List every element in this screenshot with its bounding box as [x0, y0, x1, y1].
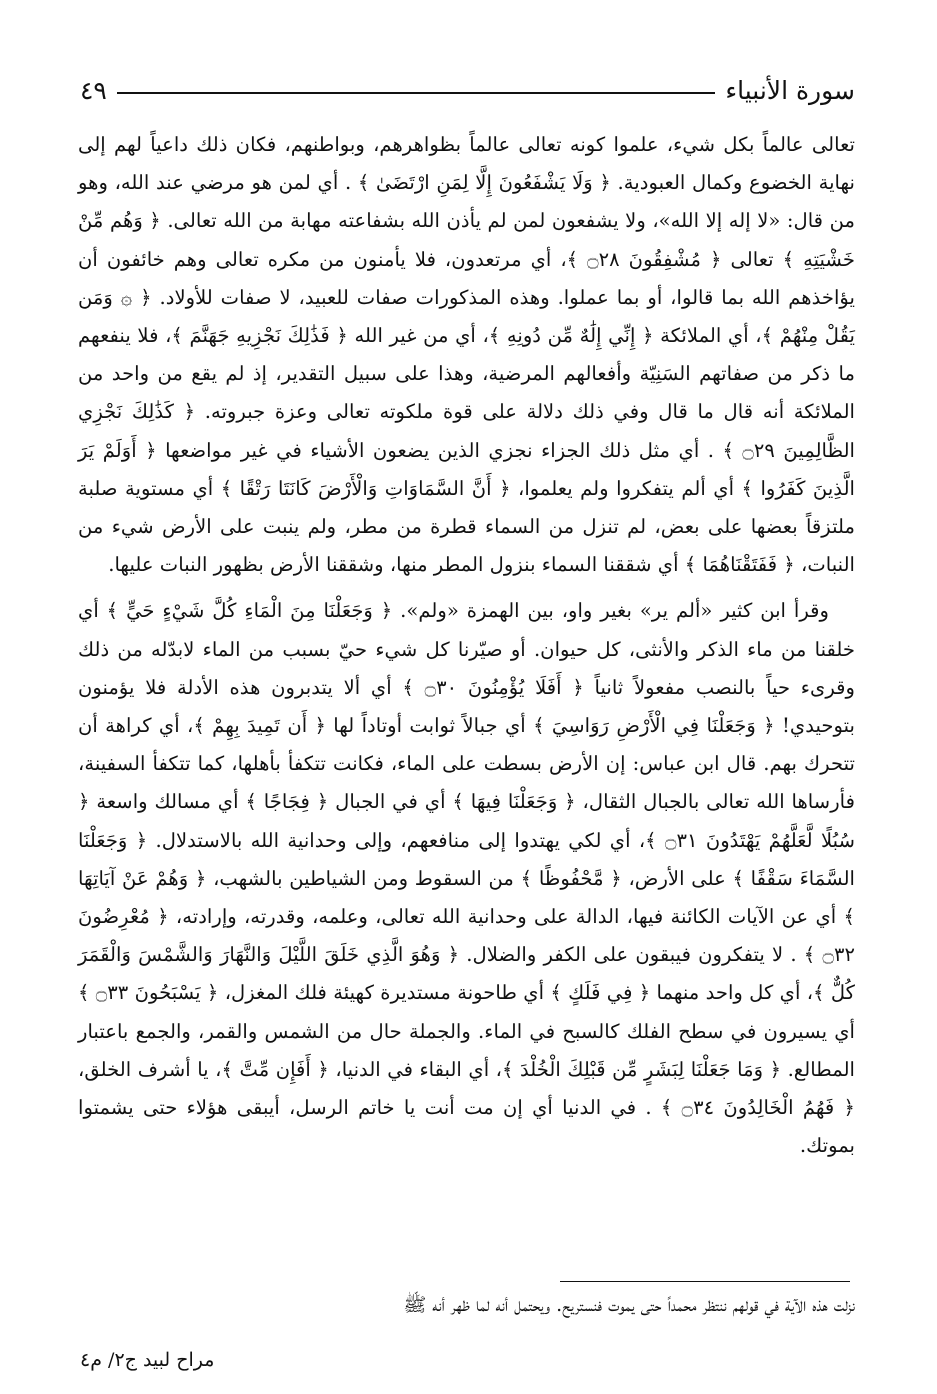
tafsir-body — [78, 126, 855, 1165]
signature-mark: مراح لبيد ج٢/ م٤ — [80, 1349, 215, 1371]
header-rule — [117, 92, 716, 94]
running-header — [80, 70, 855, 110]
footnote-separator — [560, 1281, 850, 1282]
paragraph-1: تعالى عالماً بكل شيء، علموا كونه تعالى عالماً بظواهرهم، وبواطنهم، فكان ذلك داعياً لهم إلى نهاية الخضوع وكمال العبودية. ﴿ وَلَا يَشْفَعُونَ إِلَّا لِمَنِ ارْتَضَىٰ ﴾ . أي لمن هو مرضي عند الله، وهو من قال: «لا إله إلا الله»، ولا يشفعون لمن لم يأذن الله بشفاعته مهابة من الله تعالى. ﴿ وَهُم مِّنْ خَشْيَتِهِ ﴾ تعالى ﴿ مُشْفِقُونَ ۝٢٨ ﴾، أي مرتعدون، فلا يأمنون من مكره تعالى وهم خائفون أن يؤاخذهم الله بما قالوا، أو بما عملوا. وهذه المذكورات صفات للعبيد، لا صفات للأولاد. ﴿ ۞ وَمَن يَقُلْ مِنْهُمْ ﴾، أي الملائكة ﴿ إِنِّي إِلَٰهٌ مِّن دُونِهِ ﴾، أي من غير الله ﴿ فَذَٰلِكَ نَجْزِيهِ جَهَنَّمَ ﴾، فلا ينفعهم ما ذكر من صفاتهم السَنِيّة وأفعالهم المرضية، وهذا على سبيل التقدير، إذ لم يقع من واحد من الملائكة أنه قال ما قال وفي ذلك دلالة على قوة ملكوته تعالى وعزة جبروته. ﴿ كَذَٰلِكَ نَجْزِي الظَّالِمِينَ ۝٢٩ ﴾ . أي مثل ذلك الجزاء نجزي الذين يضعون الأشياء في غير مواضعها ﴿ أَوَلَمْ يَرَ الَّذِينَ كَفَرُوا ﴾ أي ألم يتفكروا ولم يعلموا، ﴿ أَنَّ السَّمَاوَاتِ وَالْأَرْضَ كَانَتَا رَتْقًا ﴾ أي مستوية صلبة ملتزقاً بعضها على بعض، لم تنزل من السماء قطرة من مطر، ولم ينبت على الأرض شيء من النبات، ﴿ فَفَتَقْنَاهُمَا ﴾ أي شققنا السماء بنزول المطر منها، وشققنا الأرض بظهور النبات عليها. — [78, 133, 856, 577]
paragraph-2: وقرأ ابن كثير «ألم ير» بغير واو، بين الهمزة «ولم». ﴿ وَجَعَلْنَا مِنَ الْمَاءِ كُلَّ شَيْءٍ حَيٍّ ﴾ أي خلقنا من ماء الذكر والأنثى، كل حيوان. أو صيّرنا كل شيء حيّ بسبب من الماء لابدّله من ذلك وقرىء حياً بالنصب مفعولاً ثانياً ﴿ أَفَلَا يُؤْمِنُونَ ۝٣٠ ﴾ أي ألا يتدبرون هذه الأدلة فلا يؤمنون بتوحيدي! ﴿ وَجَعَلْنَا فِي الْأَرْضِ رَوَاسِيَ ﴾ أي جبالاً ثوابت أوتاداً لها ﴿ أَن تَمِيدَ بِهِمْ ﴾، أي كراهة أن تتحرك بهم. قال ابن عباس: إن الأرض بسطت على الماء، فكانت تتكفأ بأهلها، كما تتكفأ السفينة، فأرساها الله تعالى بالجبال الثقال، ﴿ وَجَعَلْنَا فِيهَا ﴾ أي في الجبال ﴿ فِجَاجًا ﴾ أي مسالك واسعة ﴿ سُبُلًا لَّعَلَّهُمْ يَهْتَدُونَ ۝٣١ ﴾، أي لكي يهتدوا إلى منافعهم، وإلى وحدانية الله بالاستدلال. ﴿ وَجَعَلْنَا السَّمَاءَ سَقْفًا ﴾ على الأرض، ﴿ مَّحْفُوظًا ﴾ من السقوط ومن الشياطين بالشهب، ﴿ وَهُمْ عَنْ آيَاتِهَا ﴾ أي عن الآيات الكائنة فيها، الدالة على وحدانية الله تعالى، وعلمه، وقدرته، وإرادته، ﴿ مُعْرِضُونَ ۝٣٢ ﴾ . لا يتفكرون فيبقون على الكفر والضلال. ﴿ وَهُوَ الَّذِي خَلَقَ اللَّيْلَ وَالنَّهَارَ وَالشَّمْسَ وَالْقَمَرَ كُلٌّ ﴾، أي كل واحد منهما ﴿ فِي فَلَكٍ ﴾ أي طاحونة مستديرة كهيئة فلك المغزل، ﴿ يَسْبَحُونَ ۝٣٣ ﴾ أي يسيرون في سطح الفلك كالسبح في الماء. والجملة حال من الشمس والقمر، والجمع باعتبار المطالع. ﴿ وَمَا جَعَلْنَا لِبَشَرٍ مِّن قَبْلِكَ الْخُلْدَ ﴾، أي البقاء في الدنيا، ﴿ أَفَإِن مِّتَّ ﴾، يا أشرف الخلق، ﴿ فَهُمُ الْخَالِدُونَ ۝٣٤ ﴾ . في الدنيا أي إن مت أنت يا خاتم الرسل، أيبقى هؤلاء حتى يشمتوا بموتك. — [78, 599, 855, 1158]
surah-title: سورة الأنبياء — [725, 75, 855, 105]
footnote: نزلت هذه الآية في قولهم ننتظر محمداً حتى يموت فنستريح. ويحتمل أنه لما ظهر أنه ﷺ — [403, 1294, 855, 1316]
page-number: ٤٩ — [80, 75, 107, 105]
